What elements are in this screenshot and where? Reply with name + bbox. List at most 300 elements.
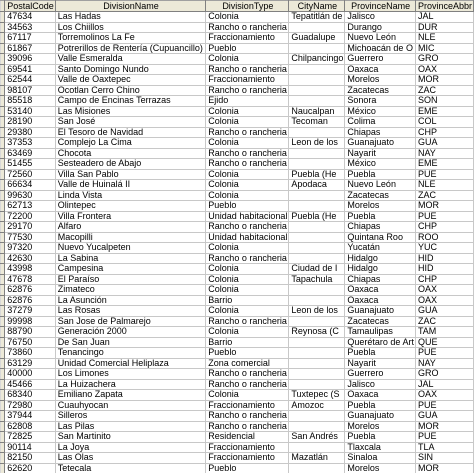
cell-provinceabbr[interactable]: OAX	[415, 285, 473, 296]
cell-postalcode[interactable]: 76750	[5, 337, 56, 348]
cell-cityname[interactable]	[289, 337, 345, 348]
cell-provincename[interactable]: Hidalgo	[345, 253, 416, 264]
cell-divisiontype[interactable]: Colonia	[206, 285, 289, 296]
cell-divisionname[interactable]: Generación 2000	[55, 327, 206, 338]
cell-provincename[interactable]: México	[345, 106, 416, 117]
cell-provinceabbr[interactable]: YUC	[415, 243, 473, 254]
cell-cityname[interactable]: Naucalpan	[289, 106, 345, 117]
cell-divisiontype[interactable]: Colonia	[206, 169, 289, 180]
cell-divisionname[interactable]: Villa Frontera	[55, 211, 206, 222]
cell-postalcode[interactable]: 72980	[5, 400, 56, 411]
cell-cityname[interactable]	[289, 295, 345, 306]
cell-provinceabbr[interactable]: CHP	[415, 127, 473, 138]
cell-divisiontype[interactable]: Rancho o rancheria	[206, 22, 289, 33]
cell-provinceabbr[interactable]: OAX	[415, 64, 473, 75]
cell-provinceabbr[interactable]: PUE	[415, 348, 473, 359]
cell-provincename[interactable]: Nuevo León	[345, 180, 416, 191]
cell-provinceabbr[interactable]: MIC	[415, 43, 473, 54]
cell-provincename[interactable]: Querétaro de Art	[345, 337, 416, 348]
cell-divisiontype[interactable]: Colonia	[206, 54, 289, 65]
table-row[interactable]	[1, 348, 474, 359]
cell-divisiontype[interactable]: Pueblo	[206, 463, 289, 473]
cell-postalcode[interactable]: 62876	[5, 295, 56, 306]
table-row[interactable]	[1, 274, 474, 285]
cell-cityname[interactable]	[289, 159, 345, 170]
cell-cityname[interactable]	[289, 96, 345, 107]
cell-postalcode[interactable]: 62620	[5, 463, 56, 473]
table-row[interactable]	[1, 411, 474, 422]
table-row[interactable]	[1, 369, 474, 380]
cell-provincename[interactable]: Tamaulipas	[345, 327, 416, 338]
cell-divisionname[interactable]: Unidad Comercial Heliplaza	[55, 358, 206, 369]
table-row[interactable]	[1, 432, 474, 443]
cell-provinceabbr[interactable]: PUE	[415, 400, 473, 411]
table-row[interactable]	[1, 33, 474, 44]
table-row[interactable]	[1, 337, 474, 348]
cell-postalcode[interactable]: 97320	[5, 243, 56, 254]
cell-divisiontype[interactable]: Residencial	[206, 432, 289, 443]
cell-provincename[interactable]: Oaxaca	[345, 390, 416, 401]
cell-postalcode[interactable]: 68340	[5, 390, 56, 401]
cell-provinceabbr[interactable]: EME	[415, 159, 473, 170]
cell-provinceabbr[interactable]: CHP	[415, 274, 473, 285]
cell-cityname[interactable]: Guadalupe	[289, 33, 345, 44]
cell-postalcode[interactable]: 34563	[5, 22, 56, 33]
cell-divisionname[interactable]: Las Rosas	[55, 306, 206, 317]
cell-cityname[interactable]	[289, 190, 345, 201]
table-row[interactable]	[1, 400, 474, 411]
table-row[interactable]	[1, 127, 474, 138]
cell-provinceabbr[interactable]: OAX	[415, 295, 473, 306]
cell-divisionname[interactable]: De San Juan	[55, 337, 206, 348]
cell-divisiontype[interactable]: Colonia	[206, 327, 289, 338]
cell-cityname[interactable]: Tecoman	[289, 117, 345, 128]
cell-cityname[interactable]	[289, 43, 345, 54]
cell-divisiontype[interactable]: Rancho o rancheria	[206, 253, 289, 264]
cell-divisiontype[interactable]: Colonia	[206, 243, 289, 254]
cell-cityname[interactable]	[289, 127, 345, 138]
cell-divisionname[interactable]: Las Misiones	[55, 106, 206, 117]
cell-provincename[interactable]: Guerrero	[345, 54, 416, 65]
cell-provincename[interactable]: Morelos	[345, 463, 416, 473]
cell-provinceabbr[interactable]: ZAC	[415, 85, 473, 96]
cell-divisiontype[interactable]: Unidad habitacional	[206, 211, 289, 222]
cell-divisiontype[interactable]: Colonia	[206, 106, 289, 117]
cell-postalcode[interactable]: 62544	[5, 75, 56, 86]
cell-cityname[interactable]	[289, 379, 345, 390]
cell-divisionname[interactable]: Valle de Oaxtepec	[55, 75, 206, 86]
cell-divisiontype[interactable]: Rancho o rancheria	[206, 379, 289, 390]
cell-divisionname[interactable]: La Joya	[55, 442, 206, 453]
table-row[interactable]	[1, 117, 474, 128]
cell-divisionname[interactable]: Chocota	[55, 148, 206, 159]
cell-postalcode[interactable]: 37944	[5, 411, 56, 422]
cell-provinceabbr[interactable]: GRO	[415, 369, 473, 380]
cell-divisiontype[interactable]: Colonia	[206, 190, 289, 201]
cell-provincename[interactable]: Oaxaca	[345, 285, 416, 296]
table-row[interactable]	[1, 390, 474, 401]
cell-cityname[interactable]: Reynosa (C	[289, 327, 345, 338]
cell-postalcode[interactable]: 61867	[5, 43, 56, 54]
column-header-divisionname[interactable]: DivisionName	[55, 1, 206, 12]
cell-provincename[interactable]: Oaxaca	[345, 64, 416, 75]
cell-provinceabbr[interactable]: EME	[415, 106, 473, 117]
cell-divisionname[interactable]: Los Chiillos	[55, 22, 206, 33]
cell-divisionname[interactable]: Tenancingo	[55, 348, 206, 359]
cell-provinceabbr[interactable]: MOR	[415, 201, 473, 212]
cell-provinceabbr[interactable]: MOR	[415, 421, 473, 432]
cell-divisiontype[interactable]: Colonia	[206, 264, 289, 275]
cell-provincename[interactable]: Puebla	[345, 169, 416, 180]
cell-cityname[interactable]	[289, 463, 345, 473]
cell-divisiontype[interactable]: Colonia	[206, 12, 289, 23]
column-header-postalcode[interactable]: PostalCode	[5, 1, 56, 12]
cell-divisiontype[interactable]: Pueblo	[206, 201, 289, 212]
cell-divisionname[interactable]: Las Hadas	[55, 12, 206, 23]
cell-divisionname[interactable]: Valle Esmeralda	[55, 54, 206, 65]
cell-provincename[interactable]: Guanajuato	[345, 138, 416, 149]
cell-postalcode[interactable]: 85518	[5, 96, 56, 107]
cell-postalcode[interactable]: 63129	[5, 358, 56, 369]
cell-divisionname[interactable]: Campo de Encinas Terrazas	[55, 96, 206, 107]
cell-provinceabbr[interactable]: JAL	[415, 12, 473, 23]
cell-cityname[interactable]: San Andrés	[289, 432, 345, 443]
cell-provinceabbr[interactable]: OAX	[415, 390, 473, 401]
cell-provinceabbr[interactable]: SIN	[415, 453, 473, 464]
cell-postalcode[interactable]: 28190	[5, 117, 56, 128]
cell-postalcode[interactable]: 29170	[5, 222, 56, 233]
cell-divisiontype[interactable]: Colonia	[206, 390, 289, 401]
cell-postalcode[interactable]: 51455	[5, 159, 56, 170]
cell-provincename[interactable]: Nuevo León	[345, 33, 416, 44]
cell-divisionname[interactable]: Cuauhyocan	[55, 400, 206, 411]
cell-cityname[interactable]	[289, 232, 345, 243]
cell-divisiontype[interactable]: Rancho o rancheria	[206, 222, 289, 233]
cell-divisionname[interactable]: Macopilli	[55, 232, 206, 243]
cell-provinceabbr[interactable]: GUA	[415, 306, 473, 317]
table-row[interactable]	[1, 85, 474, 96]
cell-divisiontype[interactable]: Fraccionamiento	[206, 400, 289, 411]
table-row[interactable]	[1, 12, 474, 23]
cell-divisiontype[interactable]: Colonia	[206, 180, 289, 191]
cell-postalcode[interactable]: 66634	[5, 180, 56, 191]
cell-provincename[interactable]: Durango	[345, 22, 416, 33]
cell-postalcode[interactable]: 69541	[5, 64, 56, 75]
cell-provincename[interactable]: Jalisco	[345, 379, 416, 390]
cell-provinceabbr[interactable]: ROO	[415, 232, 473, 243]
cell-provinceabbr[interactable]: QUE	[415, 337, 473, 348]
table-row[interactable]	[1, 22, 474, 33]
cell-provinceabbr[interactable]: HID	[415, 253, 473, 264]
column-header-divisiontype[interactable]: DivisionType	[206, 1, 289, 12]
cell-cityname[interactable]	[289, 442, 345, 453]
cell-provincename[interactable]: Colima	[345, 117, 416, 128]
cell-cityname[interactable]: Puebla (He	[289, 169, 345, 180]
table-row[interactable]	[1, 453, 474, 464]
table-row[interactable]	[1, 306, 474, 317]
cell-divisiontype[interactable]: Fraccionamiento	[206, 442, 289, 453]
cell-divisiontype[interactable]: Rancho o rancheria	[206, 127, 289, 138]
cell-postalcode[interactable]: 47634	[5, 12, 56, 23]
cell-provinceabbr[interactable]: NAY	[415, 148, 473, 159]
table-row[interactable]	[1, 285, 474, 296]
cell-divisiontype[interactable]: Pueblo	[206, 348, 289, 359]
table-row[interactable]	[1, 211, 474, 222]
cell-divisiontype[interactable]: Fraccionamiento	[206, 75, 289, 86]
cell-provincename[interactable]: Tlaxcala	[345, 442, 416, 453]
cell-divisionname[interactable]: La Huizachera	[55, 379, 206, 390]
cell-divisiontype[interactable]: Barrio	[206, 295, 289, 306]
cell-cityname[interactable]: Puebla (He	[289, 211, 345, 222]
cell-postalcode[interactable]: 72200	[5, 211, 56, 222]
cell-provincename[interactable]: Zacatecas	[345, 85, 416, 96]
cell-divisionname[interactable]: Las Olas	[55, 453, 206, 464]
cell-cityname[interactable]	[289, 316, 345, 327]
cell-divisionname[interactable]: La Sabina	[55, 253, 206, 264]
table-row[interactable]	[1, 295, 474, 306]
cell-provincename[interactable]: Puebla	[345, 348, 416, 359]
cell-postalcode[interactable]: 99630	[5, 190, 56, 201]
cell-postalcode[interactable]: 72825	[5, 432, 56, 443]
table-row[interactable]	[1, 64, 474, 75]
cell-provinceabbr[interactable]: ZAC	[415, 316, 473, 327]
cell-postalcode[interactable]: 29380	[5, 127, 56, 138]
cell-provinceabbr[interactable]: JAL	[415, 379, 473, 390]
table-row[interactable]	[1, 43, 474, 54]
cell-cityname[interactable]: Amozoc	[289, 400, 345, 411]
cell-provincename[interactable]: Nayarit	[345, 358, 416, 369]
column-header-cityname[interactable]: CityName	[289, 1, 345, 12]
cell-provincename[interactable]: Hidalgo	[345, 264, 416, 275]
cell-cityname[interactable]: Tapachula	[289, 274, 345, 285]
cell-provinceabbr[interactable]: PUE	[415, 211, 473, 222]
cell-provinceabbr[interactable]: COL	[415, 117, 473, 128]
cell-divisionname[interactable]: Los Limones	[55, 369, 206, 380]
cell-provinceabbr[interactable]: MOR	[415, 75, 473, 86]
table-row[interactable]	[1, 96, 474, 107]
cell-divisionname[interactable]: Alfaro	[55, 222, 206, 233]
cell-provincename[interactable]: Puebla	[345, 400, 416, 411]
cell-cityname[interactable]	[289, 64, 345, 75]
cell-divisiontype[interactable]: Colonia	[206, 306, 289, 317]
table-row[interactable]	[1, 201, 474, 212]
cell-cityname[interactable]	[289, 201, 345, 212]
cell-divisiontype[interactable]: Ejido	[206, 96, 289, 107]
cell-provinceabbr[interactable]: PUE	[415, 432, 473, 443]
table-row[interactable]	[1, 169, 474, 180]
cell-provincename[interactable]: Sonora	[345, 96, 416, 107]
cell-cityname[interactable]	[289, 411, 345, 422]
table-row[interactable]	[1, 75, 474, 86]
column-header-provincename[interactable]: ProvinceName	[345, 1, 416, 12]
cell-cityname[interactable]: Leon de los	[289, 306, 345, 317]
cell-cityname[interactable]	[289, 85, 345, 96]
cell-postalcode[interactable]: 53140	[5, 106, 56, 117]
cell-divisiontype[interactable]: Rancho o rancheria	[206, 316, 289, 327]
cell-postalcode[interactable]: 45466	[5, 379, 56, 390]
table-row[interactable]	[1, 358, 474, 369]
cell-postalcode[interactable]: 98107	[5, 85, 56, 96]
cell-postalcode[interactable]: 43998	[5, 264, 56, 275]
cell-postalcode[interactable]: 47678	[5, 274, 56, 285]
cell-divisiontype[interactable]: Pueblo	[206, 43, 289, 54]
cell-cityname[interactable]	[289, 148, 345, 159]
cell-provinceabbr[interactable]: MOR	[415, 463, 473, 473]
cell-divisiontype[interactable]: Colonia	[206, 274, 289, 285]
table-row[interactable]	[1, 190, 474, 201]
table-row[interactable]	[1, 421, 474, 432]
cell-provinceabbr[interactable]: NLE	[415, 180, 473, 191]
cell-provinceabbr[interactable]: PUE	[415, 169, 473, 180]
cell-provinceabbr[interactable]: CHP	[415, 222, 473, 233]
cell-divisiontype[interactable]: Colonia	[206, 117, 289, 128]
cell-divisionname[interactable]: Olintepec	[55, 201, 206, 212]
cell-divisionname[interactable]: Campesina	[55, 264, 206, 275]
cell-provinceabbr[interactable]: NLE	[415, 33, 473, 44]
cell-provinceabbr[interactable]: TLA	[415, 442, 473, 453]
cell-divisionname[interactable]: Sesteadero de Abajo	[55, 159, 206, 170]
cell-cityname[interactable]	[289, 285, 345, 296]
cell-divisionname[interactable]: San José	[55, 117, 206, 128]
cell-postalcode[interactable]: 62713	[5, 201, 56, 212]
cell-provincename[interactable]: Oaxaca	[345, 295, 416, 306]
cell-postalcode[interactable]: 42630	[5, 253, 56, 264]
cell-divisionname[interactable]: Silleros	[55, 411, 206, 422]
cell-cityname[interactable]: Tepatitlán de	[289, 12, 345, 23]
cell-divisiontype[interactable]: Rancho o rancheria	[206, 411, 289, 422]
cell-postalcode[interactable]: 99998	[5, 316, 56, 327]
cell-divisionname[interactable]: Potrerillos de Rentería (Cupuancillo)	[55, 43, 206, 54]
cell-divisionname[interactable]: La Asunción	[55, 295, 206, 306]
cell-postalcode[interactable]: 82150	[5, 453, 56, 464]
cell-divisionname[interactable]: Valle de Huinalá II	[55, 180, 206, 191]
cell-divisiontype[interactable]: Colonia	[206, 138, 289, 149]
cell-cityname[interactable]	[289, 253, 345, 264]
table-row[interactable]	[1, 264, 474, 275]
cell-provincename[interactable]: Yucatán	[345, 243, 416, 254]
table-row[interactable]	[1, 253, 474, 264]
cell-divisionname[interactable]: Villa San Pablo	[55, 169, 206, 180]
cell-provinceabbr[interactable]: NAY	[415, 358, 473, 369]
cell-divisionname[interactable]: Torremolinos La Fe	[55, 33, 206, 44]
cell-cityname[interactable]: Ciudad de I	[289, 264, 345, 275]
cell-divisiontype[interactable]: Unidad habitacional	[206, 232, 289, 243]
cell-provinceabbr[interactable]: TAM	[415, 327, 473, 338]
cell-divisionname[interactable]: San Jose de Palmarejo	[55, 316, 206, 327]
cell-postalcode[interactable]: 73860	[5, 348, 56, 359]
cell-provincename[interactable]: Nayarit	[345, 148, 416, 159]
cell-cityname[interactable]: Tuxtepec (S	[289, 390, 345, 401]
cell-divisiontype[interactable]: Barrio	[206, 337, 289, 348]
cell-divisionname[interactable]: Ocotlan Cerro Chino	[55, 85, 206, 96]
cell-cityname[interactable]: Mazatlán	[289, 453, 345, 464]
cell-divisionname[interactable]: El Tesoro de Navidad	[55, 127, 206, 138]
cell-provincename[interactable]: México	[345, 159, 416, 170]
cell-divisionname[interactable]: Zimateco	[55, 285, 206, 296]
cell-provincename[interactable]: Chiapas	[345, 274, 416, 285]
cell-divisionname[interactable]: El Paraíso	[55, 274, 206, 285]
cell-provinceabbr[interactable]: DUR	[415, 22, 473, 33]
cell-postalcode[interactable]: 72560	[5, 169, 56, 180]
cell-provincename[interactable]: Guanajuato	[345, 306, 416, 317]
cell-cityname[interactable]	[289, 421, 345, 432]
cell-provinceabbr[interactable]: SON	[415, 96, 473, 107]
cell-provinceabbr[interactable]: GUA	[415, 138, 473, 149]
cell-provincename[interactable]: Sinaloa	[345, 453, 416, 464]
cell-provincename[interactable]: Quintana Roo	[345, 232, 416, 243]
table-row[interactable]	[1, 222, 474, 233]
cell-postalcode[interactable]: 77530	[5, 232, 56, 243]
cell-divisionname[interactable]: Las Pilas	[55, 421, 206, 432]
cell-postalcode[interactable]: 90114	[5, 442, 56, 453]
cell-cityname[interactable]: Apodaca	[289, 180, 345, 191]
cell-provincename[interactable]: Chiapas	[345, 127, 416, 138]
cell-provincename[interactable]: Guanajuato	[345, 411, 416, 422]
cell-cityname[interactable]	[289, 75, 345, 86]
cell-cityname[interactable]: Leon de los	[289, 138, 345, 149]
cell-divisionname[interactable]: Nuevo Yucalpeten	[55, 243, 206, 254]
table-row[interactable]	[1, 463, 474, 473]
table-row[interactable]	[1, 106, 474, 117]
cell-provincename[interactable]: Puebla	[345, 432, 416, 443]
cell-divisionname[interactable]: San Martinito	[55, 432, 206, 443]
cell-postalcode[interactable]: 62876	[5, 285, 56, 296]
cell-postalcode[interactable]: 67117	[5, 33, 56, 44]
cell-provincename[interactable]: Morelos	[345, 421, 416, 432]
table-row[interactable]	[1, 54, 474, 65]
column-header-provinceabbr[interactable]: ProvinceAbbr	[415, 1, 473, 12]
table-row[interactable]	[1, 159, 474, 170]
cell-cityname[interactable]	[289, 358, 345, 369]
cell-provinceabbr[interactable]: HID	[415, 264, 473, 275]
cell-postalcode[interactable]: 62808	[5, 421, 56, 432]
cell-divisionname[interactable]: Complejo La Cima	[55, 138, 206, 149]
cell-divisiontype[interactable]: Rancho o rancheria	[206, 421, 289, 432]
cell-divisiontype[interactable]: Rancho o rancheria	[206, 148, 289, 159]
table-row[interactable]	[1, 243, 474, 254]
cell-divisiontype[interactable]: Rancho o rancheria	[206, 64, 289, 75]
cell-provincename[interactable]: Morelos	[345, 75, 416, 86]
cell-cityname[interactable]	[289, 222, 345, 233]
cell-postalcode[interactable]: 37353	[5, 138, 56, 149]
cell-provincename[interactable]: Michoacán de O	[345, 43, 416, 54]
table-row[interactable]	[1, 316, 474, 327]
table-row[interactable]	[1, 180, 474, 191]
cell-provincename[interactable]: Guerrero	[345, 369, 416, 380]
cell-divisiontype[interactable]: Rancho o rancheria	[206, 85, 289, 96]
cell-postalcode[interactable]: 37279	[5, 306, 56, 317]
cell-provincename[interactable]: Jalisco	[345, 12, 416, 23]
cell-postalcode[interactable]: 63469	[5, 148, 56, 159]
cell-divisiontype[interactable]: Fraccionamiento	[206, 33, 289, 44]
cell-provincename[interactable]: Zacatecas	[345, 316, 416, 327]
table-row[interactable]	[1, 232, 474, 243]
cell-postalcode[interactable]: 88790	[5, 327, 56, 338]
cell-divisiontype[interactable]: Fraccionamiento	[206, 453, 289, 464]
table-row[interactable]	[1, 327, 474, 338]
cell-postalcode[interactable]: 39096	[5, 54, 56, 65]
cell-cityname[interactable]	[289, 243, 345, 254]
cell-divisiontype[interactable]: Rancho o rancheria	[206, 159, 289, 170]
cell-divisiontype[interactable]: Zona comercial	[206, 358, 289, 369]
table-row[interactable]	[1, 379, 474, 390]
cell-cityname[interactable]	[289, 348, 345, 359]
cell-provincename[interactable]: Zacatecas	[345, 190, 416, 201]
cell-divisionname[interactable]: Emiliano Zapata	[55, 390, 206, 401]
cell-cityname[interactable]	[289, 369, 345, 380]
cell-divisionname[interactable]: Linda Vista	[55, 190, 206, 201]
table-row[interactable]	[1, 442, 474, 453]
